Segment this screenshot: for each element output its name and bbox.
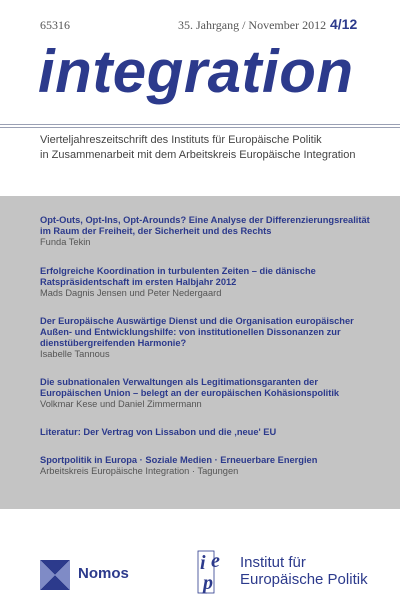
article-3 xyxy=(40,316,370,360)
svg-text:e: e xyxy=(211,550,220,572)
article-title-line: Die subnationalen Verwaltungen als Legitimationsgaranten der xyxy=(40,377,318,387)
article-5 xyxy=(40,427,370,438)
article-2 xyxy=(40,266,370,299)
nomos-logo-icon xyxy=(40,560,70,590)
institute-line-2: Europäische Politik xyxy=(240,571,368,588)
header-divider-top xyxy=(0,124,400,125)
article-title-line: dienstübergreifenden Harmonie? xyxy=(40,338,187,348)
article-title-line: Außen- und Entwicklungshilfe: von institutionellen Dissonanzen zur xyxy=(40,327,341,337)
table-of-contents xyxy=(0,196,400,509)
svg-text:p: p xyxy=(203,572,213,594)
article-author: Mads Dagnis Jensen und Peter Nedergaard xyxy=(40,288,222,298)
journal-masthead: integration xyxy=(38,38,354,105)
issue-number: 4/12 xyxy=(330,16,358,32)
svg-text:i: i xyxy=(200,552,206,574)
article-title-line: Literatur: Der Vertrag von Lissabon und die ‚neue' EU xyxy=(40,427,277,437)
article-title-line: im Raum der Freiheit, der Sicherheit und des Rechts xyxy=(40,226,272,236)
cover-footer xyxy=(0,509,400,609)
article-title-line: Europäischen Union – belegt an der europäischen Kohäsionspolitik xyxy=(40,388,340,398)
article-title-line: Opt-Outs, Opt-Ins, Opt-Arounds? Eine Analyse der Differenzierungsrealität xyxy=(40,215,370,225)
institute-line-1: Institut für xyxy=(240,554,306,571)
publisher-name: Nomos xyxy=(78,565,129,582)
subtitle-line-2: in Zusammenarbeit mit dem Arbeitskreis Europäische Integration xyxy=(40,149,356,161)
institute-name xyxy=(240,554,368,588)
article-author: Arbeitskreis Europäische Integration · Tagungen xyxy=(40,466,239,476)
article-title-line: Ratspräsidentschaft im ersten Halbjahr 2012 xyxy=(40,277,237,287)
article-author: Volkmar Kese und Daniel Zimmermann xyxy=(40,399,202,409)
article-title-line: Sportpolitik in Europa · Soziale Medien · Erneuerbare Energien xyxy=(40,455,318,465)
header-divider-bottom xyxy=(0,127,400,128)
article-4 xyxy=(40,377,370,410)
article-1 xyxy=(40,215,370,248)
cover-header xyxy=(0,0,400,196)
journal-subtitle xyxy=(40,133,390,163)
article-title-line: Der Europäische Auswärtige Dienst und die Organisation europäischer xyxy=(40,316,354,326)
iep-logo-icon xyxy=(196,549,236,595)
subtitle-line-1: Vierteljahreszeitschrift des Instituts für Europäische Politik xyxy=(40,134,322,146)
issn-code: 65316 xyxy=(40,18,70,32)
article-title-line: Erfolgreiche Koordination in turbulenten Zeiten – die dänische xyxy=(40,266,316,276)
article-author: Funda Tekin xyxy=(40,237,91,247)
article-author: Isabelle Tannous xyxy=(40,349,110,359)
issue-info: 35. Jahrgang / November 2012 xyxy=(178,18,327,32)
article-6 xyxy=(40,455,370,477)
